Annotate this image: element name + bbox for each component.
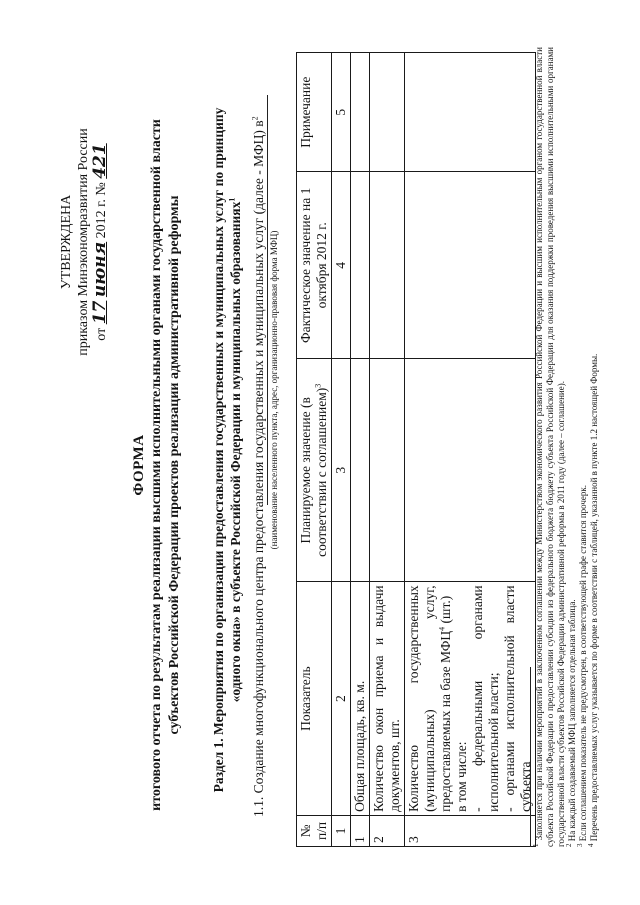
row-plan-cell xyxy=(351,359,370,582)
header-plan-text: Планируемое значение (в соответствии с соглашением) xyxy=(298,387,329,557)
date-year: 2012 г. № xyxy=(94,182,109,239)
row-indicator-unit: (шт.) xyxy=(438,595,453,624)
row-num: 1 xyxy=(351,815,370,846)
footnote-separator xyxy=(530,667,531,847)
section-title-line-2-text: «одного окна» в субъекте Российской Федерации и муниципальных образованиях xyxy=(228,201,243,703)
footnote-text: Если соглашением показатель не предусмотрен, в соответствующей графе ставится прочерк. xyxy=(578,484,588,842)
date-month-handwritten: июня xyxy=(90,241,110,298)
footnote-ref-3: 3 xyxy=(313,383,323,388)
approval-block xyxy=(58,92,110,392)
row-num: 3 xyxy=(405,815,536,846)
row-fact-cell xyxy=(405,172,536,359)
footnote-number: 2 xyxy=(565,843,573,847)
footnote-ref-1: 1 xyxy=(227,197,237,202)
table-row xyxy=(351,53,370,847)
column-number: 3 xyxy=(332,359,351,582)
section-title-line-1: Раздел 1. Мероприятия по организации предоставления государственных и муниципальных услуг по принципу xyxy=(211,107,226,793)
fill-in-line xyxy=(267,95,268,505)
row-indicator: Количество окон приема и выдачи документов, шт. xyxy=(370,582,405,816)
table-column-numbers-row xyxy=(332,53,351,847)
footnote-text: Перечень предоставляемых услуг указывается по форме в соответствии с таблицей, указанной в пункте 1.2 настоящей Формы. xyxy=(589,353,599,842)
row-indicator: Общая площадь, кв. м. xyxy=(351,582,370,816)
order-number-handwritten: 421 xyxy=(90,143,110,179)
column-number: 1 xyxy=(332,815,351,846)
footnote-3 xyxy=(578,47,589,847)
row-fact-cell xyxy=(370,172,405,359)
footnote-number: 4 xyxy=(587,843,595,847)
approval-title: УТВЕРЖДЕНА xyxy=(59,194,74,290)
footnote-ref-4: 4 xyxy=(437,626,447,631)
row-indicator-item: - органами исполнительной власти субъекта xyxy=(502,585,533,812)
row-indicator xyxy=(405,582,536,816)
section-title-line-2 xyxy=(227,55,244,845)
footnote-ref-2: 2 xyxy=(250,116,260,121)
header-note: Примечание xyxy=(297,53,332,172)
indicators-table xyxy=(296,52,536,847)
row-indicator-in-that: в том числе: xyxy=(454,741,469,812)
column-number: 4 xyxy=(332,172,351,359)
footnotes xyxy=(530,47,600,847)
row-indicator-item: - федеральными органами исполнительной власти; xyxy=(470,585,501,812)
row-indicator-text: Количество государственных (муниципальных) услуг, предоставляемых на базе МФЦ xyxy=(406,585,453,812)
footnote-text: На каждый создаваемый МФЦ заполняется отдельная таблица. xyxy=(567,599,577,842)
row-note-cell xyxy=(405,53,536,172)
row-plan-cell xyxy=(370,359,405,582)
form-title-line-1: итогового отчета по результатам реализации высшими исполнительными органами государственной власти xyxy=(149,119,164,811)
subsection-title xyxy=(250,55,280,845)
table-row xyxy=(405,53,536,847)
header-num: № п/п xyxy=(297,815,332,846)
column-number: 2 xyxy=(332,582,351,816)
subsection-note: (наименование населенного пункта, адрес, организационно-правовая форма МФЦ) xyxy=(269,230,279,550)
subsection-text: 1.1. Создание многофункционального центра предоставления государственных и муниципальных услуг (далее - МФЦ) в xyxy=(251,120,266,817)
header-plan xyxy=(297,359,332,582)
form-title xyxy=(130,85,184,845)
footnote-number: 3 xyxy=(576,843,584,847)
row-num: 2 xyxy=(370,815,405,846)
footnote-number: 1 xyxy=(532,843,540,847)
date-prefix: от xyxy=(94,327,109,341)
row-note-cell xyxy=(351,53,370,172)
row-plan-cell xyxy=(405,359,536,582)
header-indicator: Показатель xyxy=(297,582,332,816)
table-header-row xyxy=(297,53,332,847)
footnote-1 xyxy=(534,47,567,847)
date-day-handwritten: 17 xyxy=(90,300,110,325)
row-note-cell xyxy=(370,53,405,172)
footnote-text: Заполняется при наличии мероприятий в заключенном соглашении между Министерством экономического развития Российской Федерации и высшим исполнительным органом государственной власти субъекта Российской Федерации о предоставлении субсидии из федерального бюджета бюджету субъекта Российской Федерации для оказания поддержки проведения высшими исполнительными органами государственной власти субъектов Российской Федерации административной реформы в 2011 году (далее – соглашение). xyxy=(534,46,566,847)
form-heading: ФОРМА xyxy=(131,434,147,496)
form-title-line-2: субъектов Российской Федерации проектов реализации административной реформы xyxy=(167,195,182,735)
footnote-4 xyxy=(589,47,600,847)
column-number: 5 xyxy=(332,53,351,172)
footnote-2 xyxy=(567,47,578,847)
table-row xyxy=(370,53,405,847)
approval-date xyxy=(92,92,110,392)
section-title xyxy=(210,55,244,845)
row-fact-cell xyxy=(351,172,370,359)
header-fact: Фактическое значение на 1 октября 2012 г. xyxy=(297,172,332,359)
approval-order: приказом Минэкономразвития России xyxy=(76,128,91,356)
